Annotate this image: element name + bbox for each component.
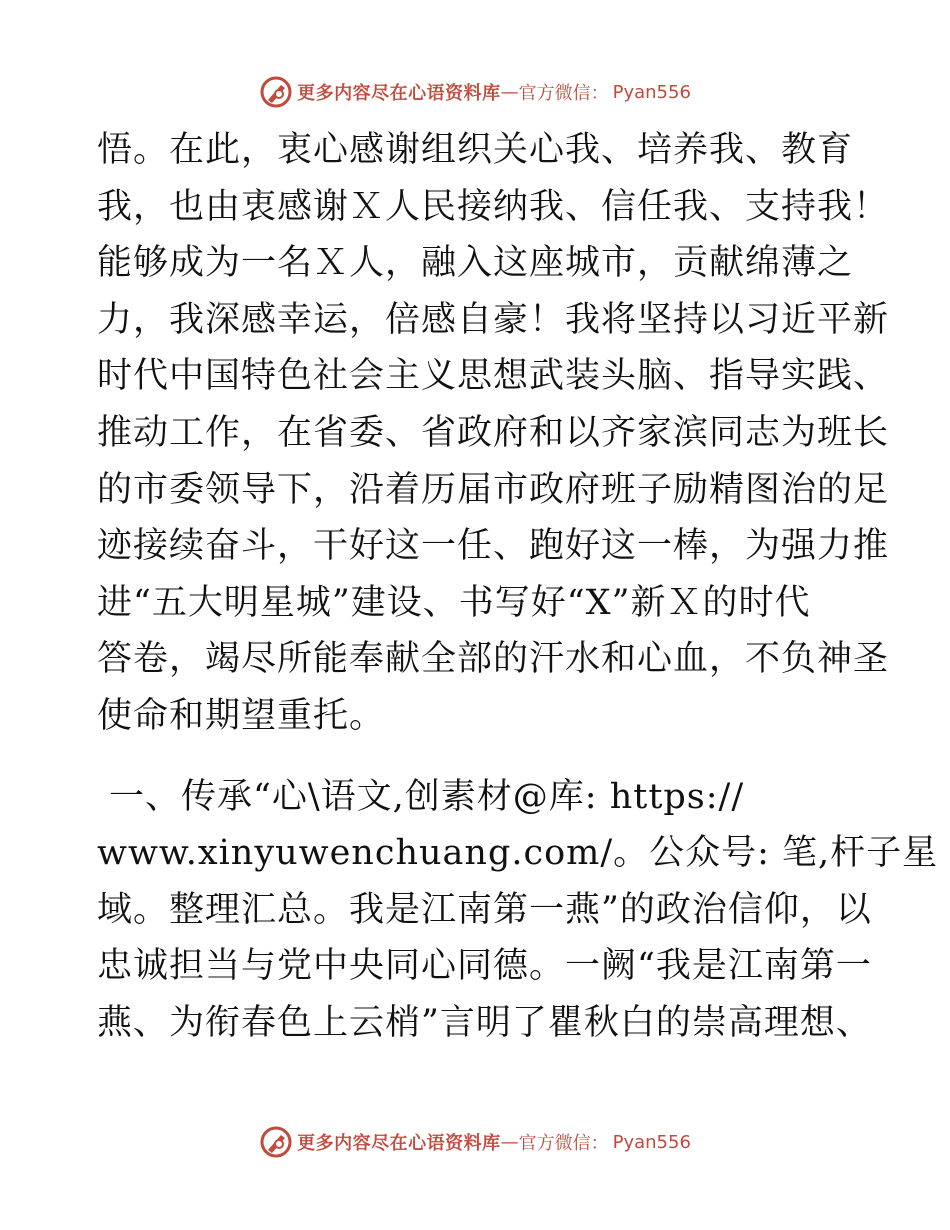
text-line: 悟。在此，衷心感谢组织关心我、培养我、教育 xyxy=(97,130,854,170)
text-line: 燕、为衔春色上云梢”言明了瞿秋白的崇高理想、 xyxy=(97,1002,872,1043)
text-line: 的市委领导下，沿着历届市政府班子励精图治的足 xyxy=(97,469,890,510)
text-line: 推动工作，在省委、省政府和以齐家滨同志为班长 xyxy=(97,412,890,453)
pen-logo-icon xyxy=(259,1125,293,1159)
text-line: 使命和期望重托。 xyxy=(97,695,386,736)
banner-title: 更多内容尽在心语资料库 xyxy=(297,1133,501,1154)
text-line: 能够成为一名Ｘ人，融入这座城市，贡献绵薄之 xyxy=(97,243,854,284)
text-line: 时代中国特色社会主义思想武装头脑、指导实践、 xyxy=(97,356,890,397)
banner-wechat-label: 官方微信： xyxy=(518,83,609,104)
banner-separator: — xyxy=(500,1131,519,1153)
text-line: 忠诚担当与党中央同心同德。一阙“我是江南第一 xyxy=(97,946,872,987)
banner-wechat-label: 官方微信： xyxy=(518,1133,609,1154)
document-body xyxy=(97,122,939,1052)
banner-separator: — xyxy=(500,81,519,103)
text-line: 答卷，竭尽所能奉献全部的汗水和心血，不负神圣 xyxy=(97,639,890,680)
text-line: 进“五大明星城”建设、书写好“X”新Ｘ的时代 xyxy=(97,582,811,623)
paragraph-gap xyxy=(97,745,857,769)
text-line: 一、传承“心\语文,创素材@库: https:// xyxy=(109,776,745,817)
banner-wechat-id: Pyan556 xyxy=(612,81,691,103)
header-banner xyxy=(0,72,950,112)
text-line: 域。整理汇总。我是江南第一燕”的政治信仰，以 xyxy=(97,889,872,930)
text-line: 迹接续奋斗，干好这一任、跑好这一棒，为强力推 xyxy=(97,526,890,567)
paragraph-1 xyxy=(97,122,890,745)
pen-logo-icon xyxy=(259,75,293,109)
footer-banner xyxy=(0,1122,950,1162)
banner-wechat-id: Pyan556 xyxy=(612,1131,691,1153)
text-line: 我，也由衷感谢Ｘ人民接纳我、信任我、支持我！ xyxy=(97,186,890,227)
text-line: 力，我深感幸运，倍感自豪！我将坚持以习近平新 xyxy=(97,299,890,340)
text-line: www.xinyuwenchuang.com/。公众号: 笔,杆子星 xyxy=(97,833,939,874)
paragraph-2 xyxy=(97,769,939,1052)
banner-title: 更多内容尽在心语资料库 xyxy=(297,83,501,104)
